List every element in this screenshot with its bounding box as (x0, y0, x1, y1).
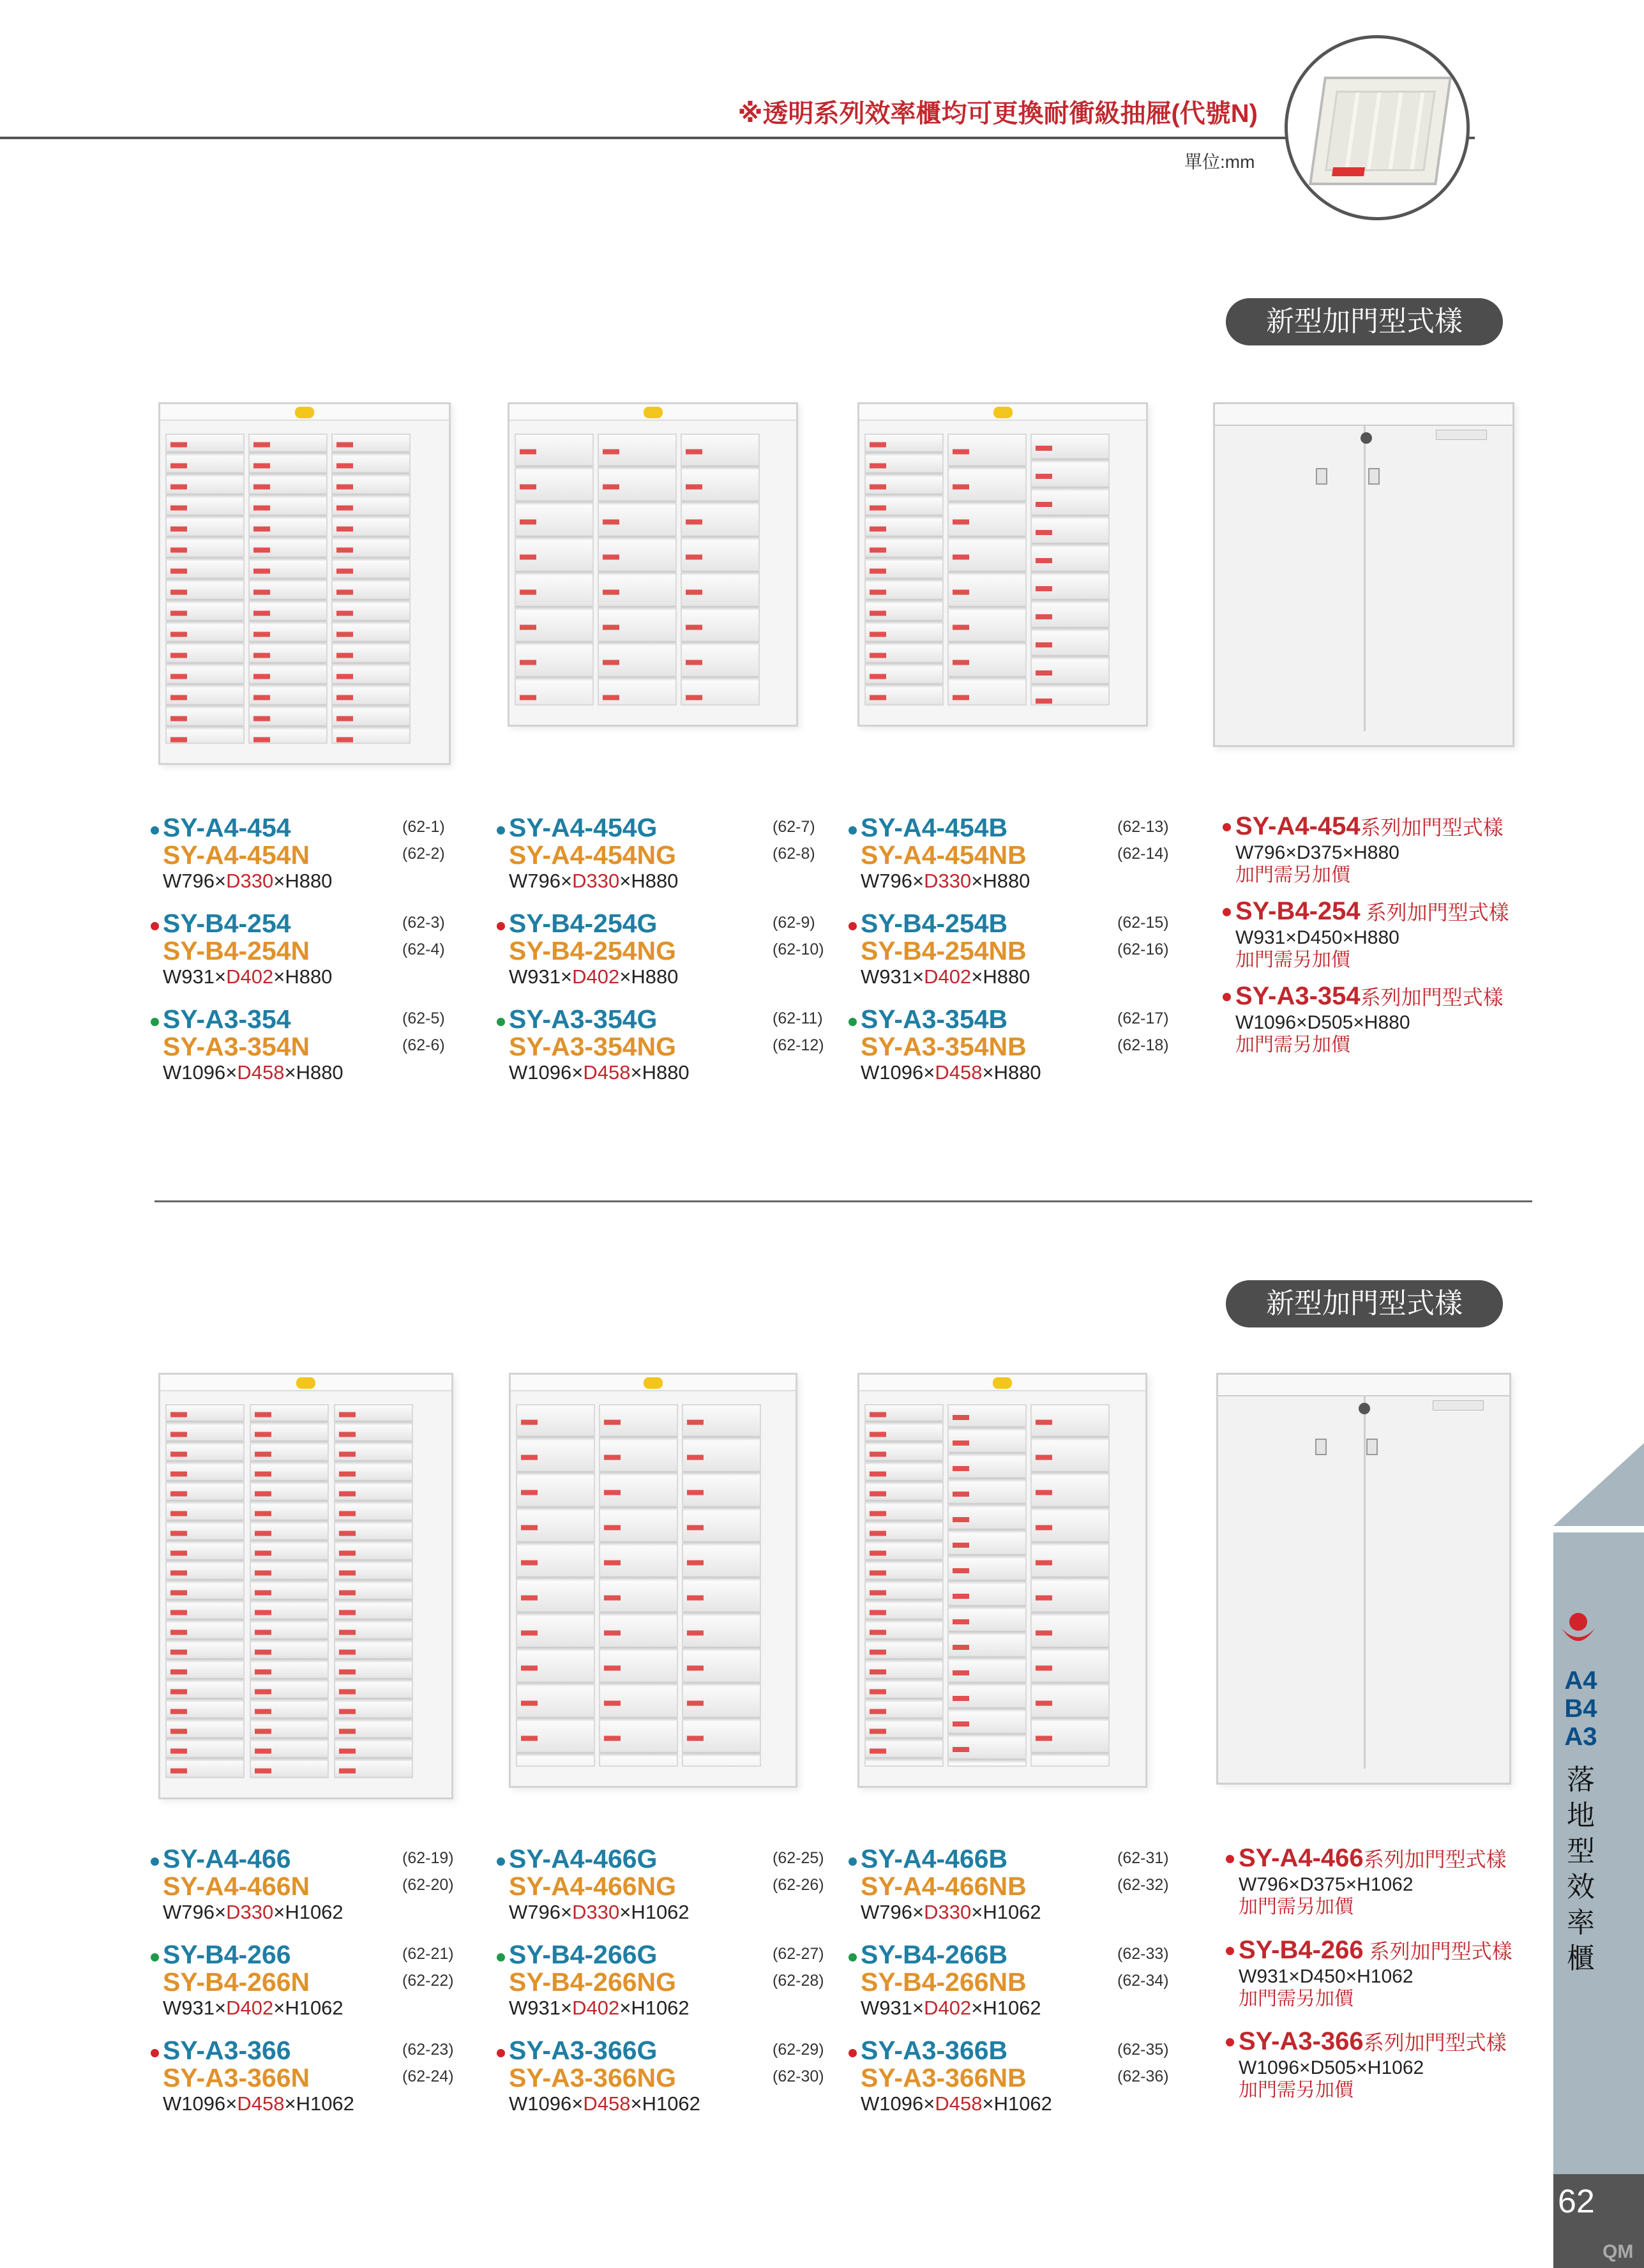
bullet-dot (1226, 1855, 1234, 1863)
dimensions: W796×D330×H880 (509, 870, 679, 892)
cabinet-image (509, 1373, 797, 1788)
catalog-code: (62-23) (402, 2041, 454, 2059)
bullet-dot (1223, 823, 1231, 831)
model-number-n: SY-A3-354NG (509, 1032, 677, 1061)
dimensions: W1096×D458×H1062 (509, 2092, 700, 2115)
unit-label: 單位:mm (1184, 152, 1255, 172)
catalog-code: (62-34) (1117, 1972, 1169, 1990)
catalog-code: (62-2) (402, 845, 445, 863)
label-icon (295, 407, 314, 418)
door-cabinet-image (1216, 1373, 1511, 1785)
model-number: SY-A4-466G (509, 1844, 658, 1873)
door-price-note: 加門需另加價 (1239, 1988, 1354, 2009)
dimensions: W931×D402×H1062 (163, 1997, 343, 2019)
door-option-entry (1235, 812, 1542, 898)
title-char: 地 (1567, 1800, 1595, 1831)
model-number-n: SY-A3-366NB (861, 2063, 1027, 2092)
catalog-code: (62-13) (1117, 818, 1169, 836)
product-entry (163, 814, 520, 911)
catalog-code: (62-25) (773, 1849, 824, 1867)
catalog-code: (62-18) (1117, 1036, 1169, 1054)
catalog-code: (62-29) (773, 2041, 824, 2059)
cabinet-image (508, 402, 798, 727)
catalog-code: (62-3) (402, 914, 445, 932)
model-number-n: SY-B4-254NB (861, 936, 1027, 965)
door-model: SY-A4-454系列加門型式樣 (1235, 812, 1504, 840)
bullet-dot (497, 826, 505, 835)
door-option-entry (1235, 897, 1542, 983)
catalog-code: (62-15) (1117, 914, 1169, 932)
lock-icon (1361, 432, 1372, 444)
title-char: 效 (1567, 1871, 1595, 1903)
door-dimensions: W796×D375×H1062 (1239, 1874, 1414, 1895)
model-number: SY-A3-354G (509, 1004, 658, 1034)
door-model: SY-A3-354系列加門型式樣 (1235, 982, 1504, 1010)
door-model: SY-A4-466系列加門型式樣 (1239, 1844, 1507, 1872)
model-number-n: SY-A3-354N (163, 1032, 310, 1061)
dimensions: W931×D402×H880 (509, 965, 679, 988)
dimensions: W1096×D458×H880 (861, 1061, 1041, 1084)
model-number: SY-B4-254G (509, 909, 658, 938)
bullet-dot (848, 1018, 857, 1026)
product-entry (163, 1845, 520, 1942)
dimensions: W796×D330×H880 (861, 870, 1030, 892)
code-a3: A3 (1564, 1723, 1597, 1751)
door-dimensions: W931×D450×H880 (1235, 927, 1399, 948)
bullet-dot (151, 922, 159, 930)
dimensions: W796×D330×H1062 (861, 1901, 1041, 1923)
paper-size-codes (1562, 1667, 1600, 1751)
dimensions: W1096×D458×H1062 (163, 2092, 354, 2115)
product-entry (163, 2037, 520, 2134)
catalog-code: (62-16) (1117, 941, 1169, 958)
dimensions: W796×D330×H1062 (163, 1901, 343, 1923)
catalog-code: (62-35) (1117, 2041, 1169, 2059)
door-price-note: 加門需另加價 (1235, 1034, 1350, 1055)
catalog-code: (62-36) (1117, 2068, 1169, 2085)
title-char: 落 (1567, 1764, 1595, 1796)
bullet-dot (848, 1857, 857, 1866)
model-number-n: SY-B4-266N (163, 1967, 310, 1997)
dimensions: W931×D402×H1062 (509, 1997, 690, 2019)
bullet-dot (151, 1857, 159, 1866)
product-entry (163, 910, 520, 1007)
dimensions: W796×D330×H1062 (509, 1901, 690, 1923)
model-number-n: SY-A4-466NB (861, 1871, 1027, 1901)
cabinet-image (857, 402, 1148, 727)
title-char: 率 (1567, 1907, 1595, 1939)
bullet-dot (848, 826, 857, 835)
door-option-entry (1239, 1936, 1545, 2022)
dimensions: W1096×D458×H880 (163, 1061, 343, 1084)
catalog-code: (62-8) (773, 845, 815, 863)
brand-mark: QM (1603, 2241, 1634, 2262)
door-price-note: 加門需另加價 (1239, 1896, 1354, 1917)
catalog-code: (62-1) (402, 818, 445, 836)
door-dimensions: W1096×D505×H880 (1235, 1012, 1410, 1033)
catalog-code: (62-5) (402, 1009, 445, 1027)
catalog-code: (62-4) (402, 941, 445, 958)
bullet-dot (848, 922, 857, 930)
bullet-dot (1226, 1947, 1234, 1955)
door-model: SY-A3-366系列加門型式樣 (1239, 2027, 1507, 2055)
model-number-n: SY-A3-354NB (861, 1032, 1027, 1061)
dimensions: W1096×D458×H880 (509, 1061, 690, 1084)
catalog-code: (62-24) (402, 2068, 454, 2085)
model-number-n: SY-A4-454NG (509, 840, 677, 870)
label-icon (644, 1377, 663, 1389)
model-number: SY-A4-454 (163, 813, 291, 842)
code-b4: B4 (1564, 1695, 1597, 1723)
model-number: SY-B4-254 (163, 909, 291, 938)
cabinet-image (158, 1373, 453, 1799)
bullet-dot (848, 1953, 857, 1962)
catalog-code: (62-32) (1117, 1876, 1169, 1894)
bullet-dot (848, 2049, 857, 2057)
door-style-badge: 新型加門型式樣 (1226, 1280, 1503, 1327)
label-icon (993, 407, 1013, 418)
catalog-code: (62-27) (773, 1945, 824, 1963)
header-rule (0, 137, 1475, 139)
catalog-code: (62-26) (773, 1876, 824, 1894)
catalog-code: (62-14) (1117, 845, 1169, 863)
cabinet-image (158, 402, 451, 765)
model-number-n: SY-A4-454NB (861, 840, 1027, 870)
dimensions: W796×D330×H880 (163, 870, 333, 892)
model-number: SY-A3-366 (163, 2036, 291, 2065)
model-number-n: SY-A4-454N (163, 840, 310, 870)
door-price-note: 加門需另加價 (1235, 865, 1350, 886)
model-number: SY-A4-454G (509, 813, 658, 842)
catalog-code: (62-20) (402, 1876, 454, 1894)
door-price-note: 加門需另加價 (1239, 2080, 1354, 2101)
category-title (1562, 1762, 1600, 1977)
bullet-dot (497, 1953, 505, 1962)
catalog-code: (62-21) (402, 1945, 454, 1963)
catalog-code: (62-31) (1117, 1849, 1169, 1867)
catalog-code: (62-10) (773, 941, 824, 958)
door-style-badge: 新型加門型式樣 (1226, 298, 1503, 345)
model-number-n: SY-B4-266NG (509, 1967, 677, 1997)
catalog-code: (62-33) (1117, 1945, 1169, 1963)
catalog-code: (62-6) (402, 1036, 445, 1054)
model-number-n: SY-A4-466NG (509, 1871, 677, 1901)
bullet-dot (151, 1018, 159, 1026)
model-number: SY-A3-366G (509, 2036, 658, 2065)
page-number: 62 (1558, 2183, 1595, 2220)
door-model: SY-B4-266 系列加門型式樣 (1239, 1936, 1512, 1964)
model-number: SY-A4-466B (861, 1844, 1008, 1873)
model-number-n: SY-A3-366NG (509, 2063, 677, 2092)
door-option-entry (1235, 982, 1542, 1068)
code-a4: A4 (1564, 1667, 1597, 1695)
model-number-n: SY-B4-254NG (509, 936, 677, 965)
door-dimensions: W1096×D505×H1062 (1239, 2057, 1424, 2078)
model-number-n: SY-A3-366N (163, 2063, 310, 2092)
model-number: SY-B4-266G (509, 1940, 658, 1969)
model-number: SY-A3-354B (861, 1004, 1008, 1034)
bullet-dot (1223, 993, 1231, 1001)
bullet-dot (497, 1018, 505, 1026)
dimensions: W931×D402×H880 (163, 965, 333, 988)
model-number: SY-A4-454B (861, 813, 1008, 842)
bullet-dot (1226, 2038, 1234, 2046)
label-icon (993, 1377, 1012, 1389)
lock-icon (1359, 1403, 1370, 1414)
door-dimensions: W796×D375×H880 (1235, 842, 1399, 863)
model-number: SY-B4-266 (163, 1940, 291, 1969)
catalog-code: (62-17) (1117, 1009, 1169, 1027)
door-option-entry (1239, 1844, 1545, 1930)
title-char: 櫃 (1567, 1943, 1595, 1974)
door-price-note: 加門需另加價 (1235, 949, 1350, 971)
model-number-n: SY-B4-266NB (861, 1967, 1027, 1997)
catalog-code: (62-22) (402, 1972, 454, 1990)
model-number-n: SY-A4-466N (163, 1871, 310, 1901)
model-number: SY-A4-466 (163, 1844, 291, 1873)
door-option-entry (1239, 2027, 1545, 2113)
model-number: SY-A3-354 (163, 1004, 291, 1034)
title-char: 型 (1567, 1836, 1595, 1867)
catalog-code: (62-28) (773, 1972, 824, 1990)
cabinet-image (857, 1373, 1147, 1788)
catalog-code: (62-30) (773, 2068, 824, 2085)
door-dimensions: W931×D450×H1062 (1239, 1966, 1414, 1987)
bullet-dot (151, 2049, 159, 2057)
bullet-dot (151, 1953, 159, 1962)
drawer-notice: ※透明系列效率櫃均可更換耐衝級抽屜(代號N) (737, 100, 1258, 128)
dimensions: W1096×D458×H1062 (861, 2092, 1052, 2115)
catalog-code: (62-11) (773, 1009, 823, 1027)
bullet-dot (497, 1857, 505, 1866)
door-model: SY-B4-254 系列加門型式樣 (1235, 897, 1509, 925)
qm-logo-icon (1558, 1609, 1599, 1650)
model-number: SY-B4-266B (861, 1940, 1008, 1969)
bullet-dot (497, 2049, 505, 2057)
model-number-n: SY-B4-254N (163, 936, 310, 965)
bullet-dot (497, 922, 505, 930)
dimensions: W931×D402×H1062 (861, 1997, 1041, 2019)
model-number: SY-B4-254B (861, 909, 1008, 938)
tray-icon (1309, 77, 1452, 185)
bullet-dot (151, 826, 159, 835)
catalog-code: (62-7) (773, 818, 815, 836)
model-number: SY-A3-366B (861, 2036, 1008, 2065)
section-divider (155, 1200, 1532, 1202)
label-icon (644, 407, 663, 418)
bullet-dot (1223, 908, 1231, 916)
label-icon (296, 1377, 315, 1389)
dimensions: W931×D402×H880 (861, 965, 1030, 988)
catalog-code: (62-19) (402, 1849, 454, 1867)
catalog-code: (62-12) (773, 1036, 824, 1054)
catalog-code: (62-9) (773, 914, 815, 932)
door-cabinet-image (1213, 402, 1514, 747)
sidebar-corner (1553, 1443, 1644, 1526)
drawer-tray-image (1285, 35, 1470, 220)
product-entry (163, 1006, 520, 1103)
product-entry (163, 1941, 520, 2038)
